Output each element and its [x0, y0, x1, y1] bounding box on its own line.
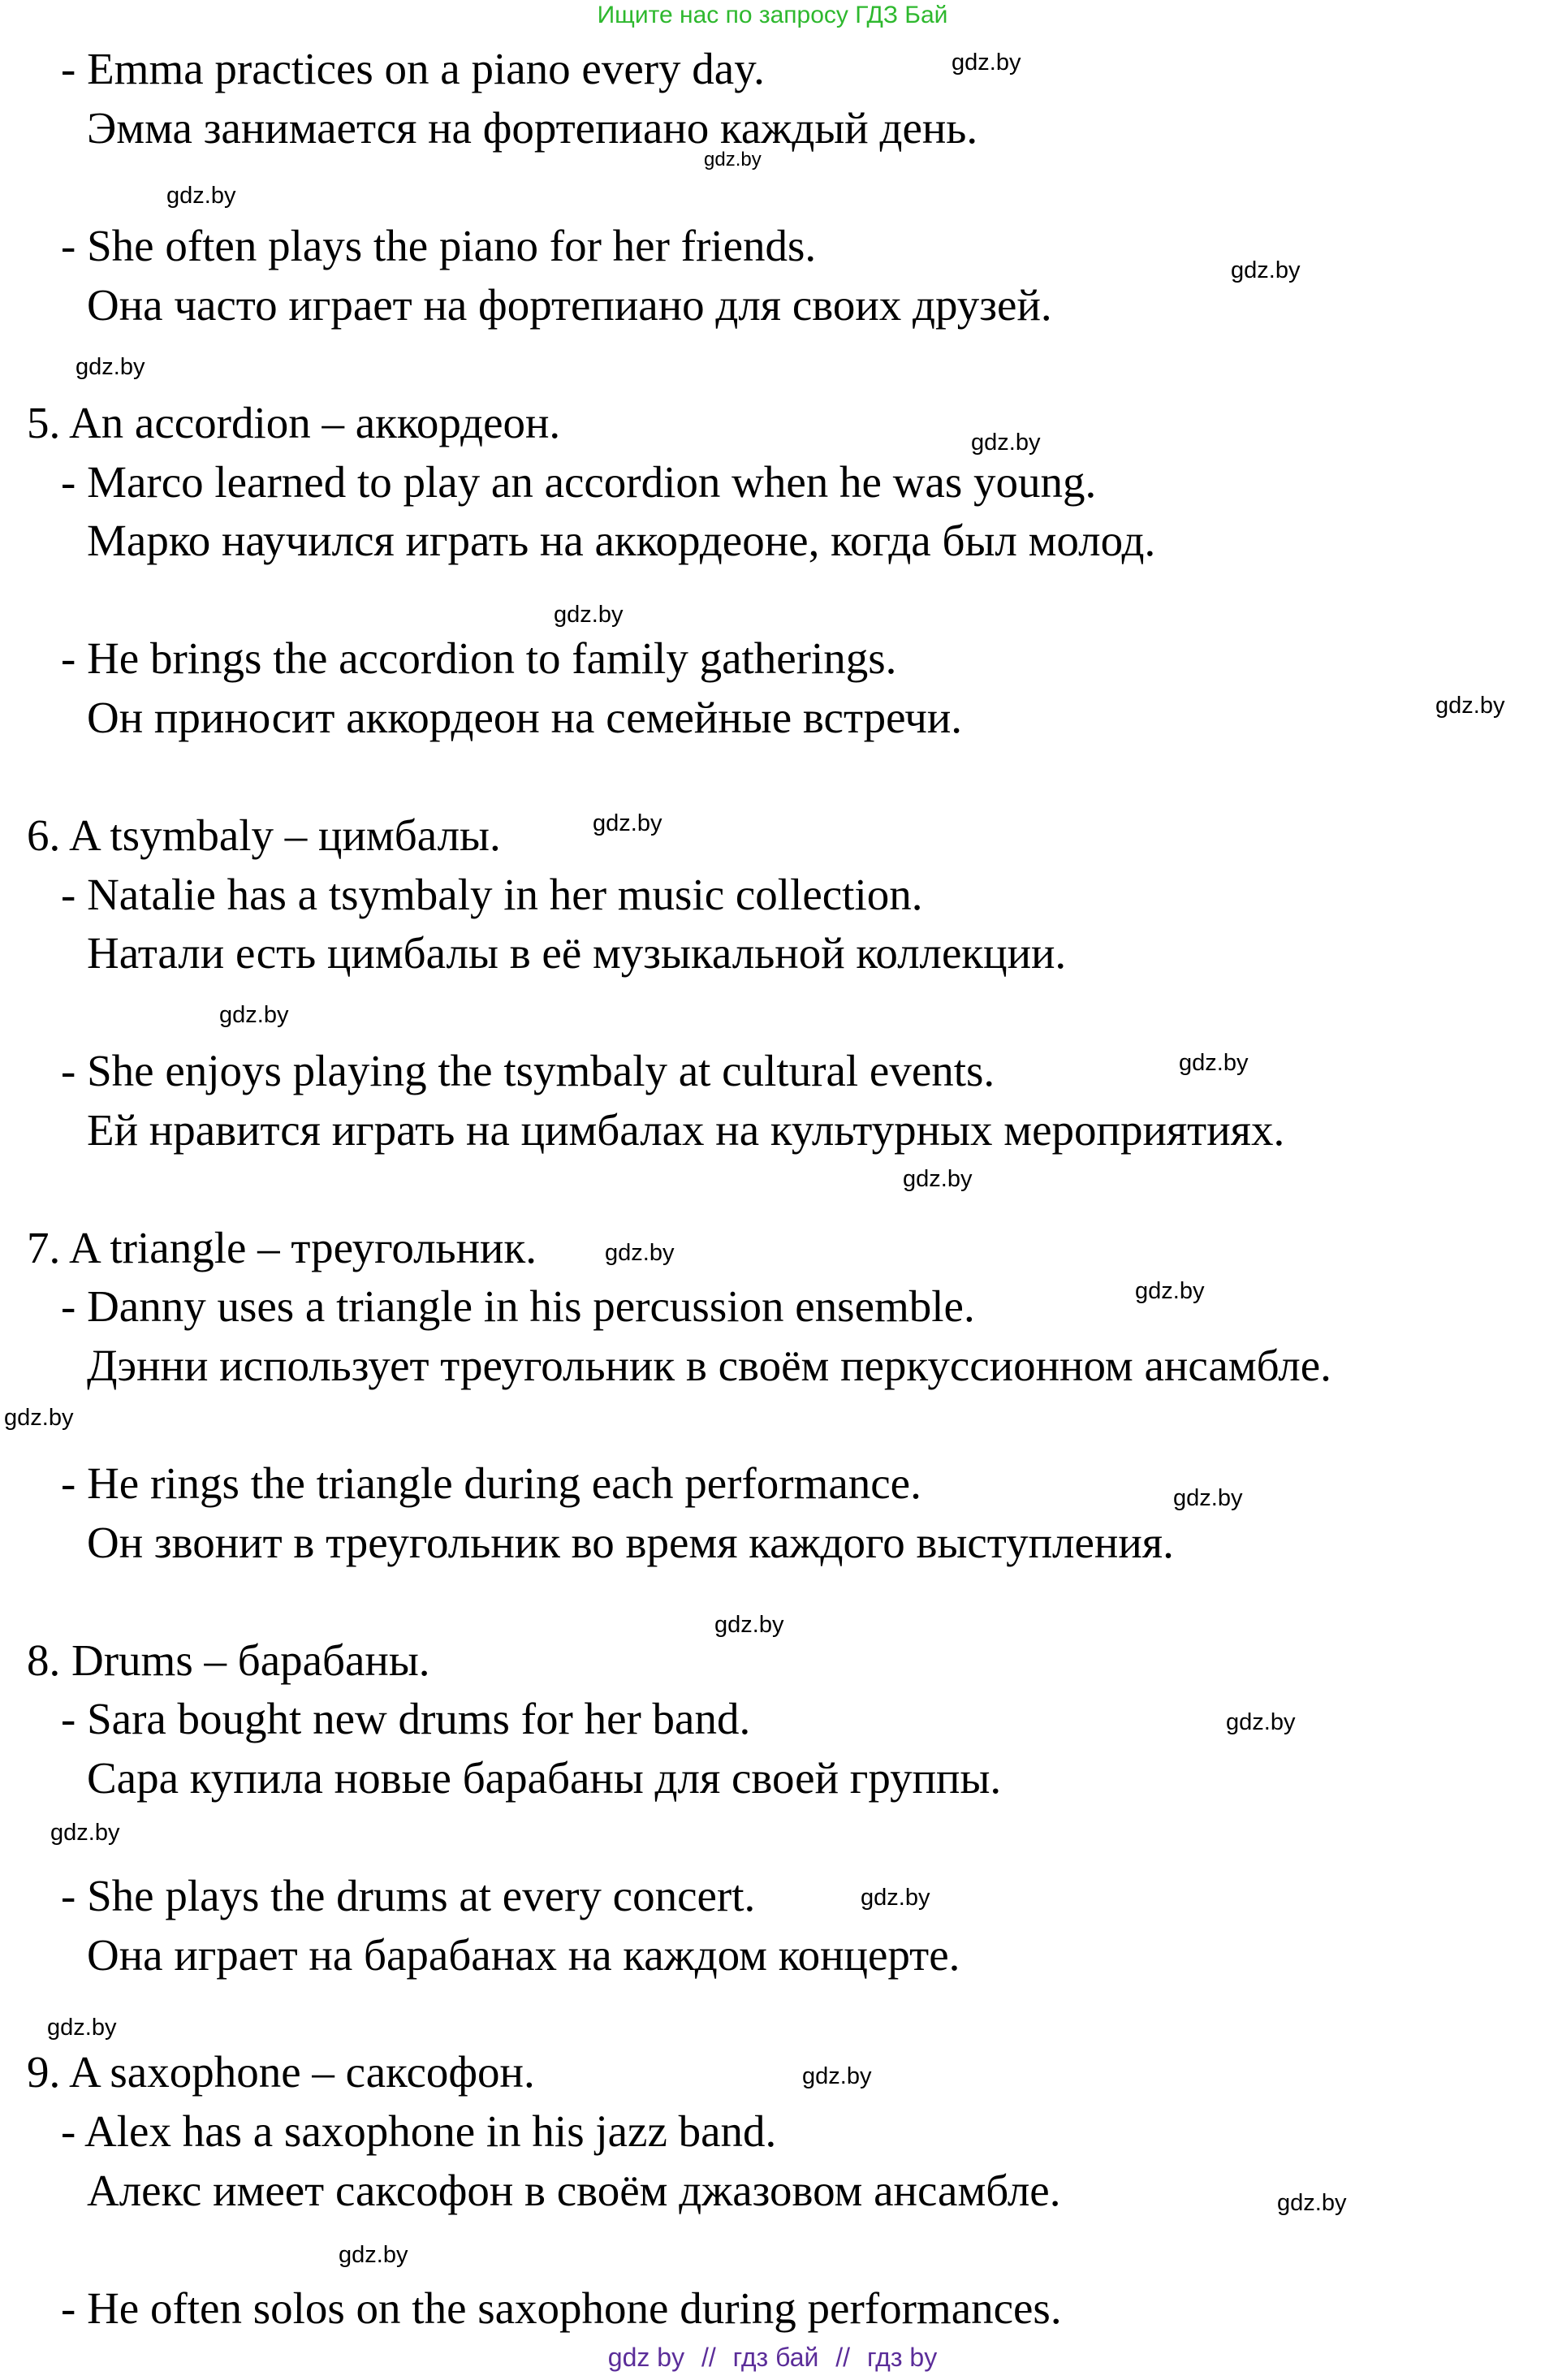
watermark: gdz.by	[1277, 2190, 1347, 2216]
watermark: gdz.by	[1135, 1278, 1205, 1304]
footer-links	[0, 2341, 1545, 2374]
watermark: gdz.by	[554, 602, 624, 628]
watermark: gdz.by	[50, 1820, 120, 1846]
section-heading: 7. A triangle – треугольник.	[27, 1223, 537, 1272]
text-line: Он звонит в треугольник во время каждого выступления.	[87, 1518, 1174, 1567]
text-line: - Marco learned to play an accordion when he was young.	[61, 457, 1097, 507]
text-line: Алекс имеет саксофон в своём джазовом ансамбле.	[87, 2166, 1061, 2215]
text-line: Он приносит аккордеон на семейные встречи.	[87, 693, 963, 742]
text-line: - He rings the triangle during each performance.	[61, 1458, 921, 1508]
footer-link-gdz-by-cyr[interactable]: гдз by	[866, 2343, 938, 2372]
text-line: Эмма занимается на фортепиано каждый день.	[87, 103, 978, 153]
top-banner[interactable]: Ищите нас по запросу ГДЗ Бай	[597, 2, 948, 28]
watermark: gdz.by	[1179, 1050, 1249, 1076]
watermark: gdz.by	[714, 1612, 784, 1638]
watermark: gdz.by	[166, 183, 236, 209]
watermark: gdz.by	[1226, 1709, 1296, 1735]
section-heading: 8. Drums – барабаны.	[27, 1635, 430, 1685]
watermark: gdz.by	[704, 149, 762, 171]
watermark: gdz.by	[76, 354, 145, 380]
watermark: gdz.by	[47, 2015, 117, 2041]
section-heading: 6. A tsymbaly – цимбалы.	[27, 810, 501, 860]
text-line: - Sara bought new drums for her band.	[61, 1694, 751, 1743]
watermark: gdz.by	[952, 50, 1021, 76]
text-line: - Danny uses a triangle in his percussion ensemble.	[61, 1281, 975, 1331]
text-line: Натали есть цимбалы в её музыкальной коллекции.	[87, 928, 1067, 978]
footer-link-gdz-by[interactable]: gdz by	[607, 2343, 685, 2372]
text-line: Марко научился играть на аккордеоне, когда был молод.	[87, 516, 1156, 565]
watermark: gdz.by	[1231, 257, 1301, 283]
footer-separator: //	[701, 2343, 716, 2372]
text-line: Ей нравится играть на цимбалах на культурных мероприятиях.	[87, 1105, 1285, 1155]
text-line: Она часто играет на фортепиано для своих друзей.	[87, 280, 1052, 330]
text-line: Она играет на барабанах на каждом концерте.	[87, 1930, 960, 1980]
watermark: gdz.by	[903, 1166, 973, 1192]
watermark: gdz.by	[605, 1240, 675, 1266]
text-line: - She enjoys playing the tsymbaly at cultural events.	[61, 1046, 995, 1095]
text-line: - Emma practices on a piano every day.	[61, 44, 765, 93]
text-line: - She often plays the piano for her friends.	[61, 221, 817, 270]
watermark: gdz.by	[219, 1002, 289, 1028]
text-line: - Alex has a saxophone in his jazz band.	[61, 2106, 777, 2156]
watermark: gdz.by	[971, 430, 1041, 456]
watermark: gdz.by	[4, 1405, 74, 1431]
watermark: gdz.by	[861, 1885, 930, 1911]
text-line: Дэнни использует треугольник в своём перкуссионном ансамбле.	[87, 1341, 1331, 1390]
watermark: gdz.by	[339, 2242, 408, 2268]
text-line: - He brings the accordion to family gatherings.	[61, 633, 897, 683]
text-line: Сара купила новые барабаны для своей группы.	[87, 1753, 1002, 1803]
section-heading: 5. An accordion – аккордеон.	[27, 398, 561, 447]
text-line: - He often solos on the saxophone during performances.	[61, 2283, 1062, 2333]
text-line: - She plays the drums at every concert.	[61, 1871, 756, 1920]
watermark: gdz.by	[593, 810, 662, 836]
watermark: gdz.by	[1435, 693, 1505, 719]
section-heading: 9. A saxophone – саксофон.	[27, 2047, 535, 2097]
footer-link-gdz-bai[interactable]: гдз бай	[732, 2343, 819, 2372]
footer-separator: //	[835, 2343, 851, 2372]
text-line: - Natalie has a tsymbaly in her music collection.	[61, 870, 923, 919]
watermark: gdz.by	[802, 2063, 872, 2089]
watermark: gdz.by	[1173, 1485, 1243, 1511]
